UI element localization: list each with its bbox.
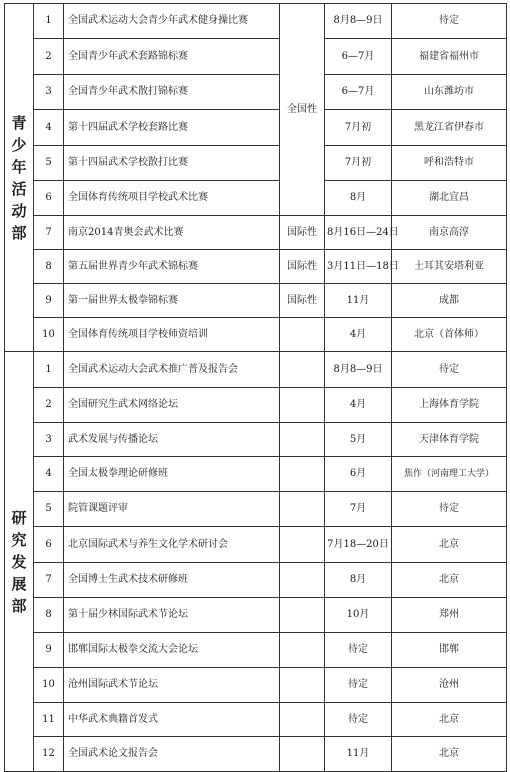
row-number: 3 <box>34 423 64 457</box>
event-name: 第一届世界太极拳锦标赛 <box>64 284 280 318</box>
event-name: 全国体育传统项目学校师资培训 <box>64 318 280 352</box>
row-number: 1 <box>34 4 64 39</box>
event-place: 成都 <box>392 284 507 318</box>
event-name: 全国研究生武术网络论坛 <box>64 388 280 423</box>
event-name: 第十四届武术学校散打比赛 <box>64 146 280 181</box>
event-time: 10月 <box>325 598 392 633</box>
scope-cell: 国际性 <box>280 284 325 318</box>
scope-cell: 国际性 <box>280 216 325 250</box>
event-name: 南京2014青奥会武术比赛 <box>64 216 280 250</box>
event-time: 6—7月 <box>325 75 392 110</box>
scope-cell: 国际性 <box>280 250 325 284</box>
event-place: 天津体育学院 <box>392 423 507 457</box>
row-number: 2 <box>34 388 64 423</box>
department-char: 部 <box>11 596 27 615</box>
row-number: 8 <box>34 250 64 284</box>
event-name: 中华武术典籍首发式 <box>64 703 280 737</box>
event-time: 7月 <box>325 492 392 527</box>
event-place: 待定 <box>392 4 507 39</box>
department-char: 活 <box>11 179 27 198</box>
event-name: 武术发展与传播论坛 <box>64 423 280 457</box>
event-place: 黑龙江省伊春市 <box>392 110 507 146</box>
row-number: 4 <box>34 457 64 492</box>
event-place: 呼和浩特市 <box>392 146 507 181</box>
event-time: 8月8—9日 <box>325 352 392 388</box>
event-place: 焦作（河南理工大学） <box>392 457 507 492</box>
event-name: 全国武术运动大会武术推广普及报告会 <box>64 352 280 388</box>
scope-cell <box>280 633 325 668</box>
scope-cell <box>280 527 325 563</box>
event-time: 4月 <box>325 318 392 352</box>
table-row <box>5 598 507 633</box>
event-name: 北京国际武术与养生文化学术研讨会 <box>64 527 280 563</box>
department-char: 研 <box>11 508 27 527</box>
event-name: 院管课题评审 <box>64 492 280 527</box>
event-place: 待定 <box>392 352 507 388</box>
event-time: 11月 <box>325 284 392 318</box>
event-place: 北京 <box>392 527 507 563</box>
row-number: 8 <box>34 598 64 633</box>
table-row <box>5 633 507 668</box>
event-name: 全国武术运动大会青少年武术健身操比赛 <box>64 4 280 39</box>
department-char: 动 <box>11 201 27 220</box>
row-number: 3 <box>34 75 64 110</box>
department-char: 少 <box>11 135 27 154</box>
table-row <box>5 527 507 563</box>
event-time: 7月初 <box>325 146 392 181</box>
row-number: 7 <box>34 216 64 250</box>
event-time: 待定 <box>325 668 392 703</box>
event-place: 邯郸 <box>392 633 507 668</box>
event-place: 上海体育学院 <box>392 388 507 423</box>
event-place: 北京（首体师） <box>392 318 507 352</box>
event-name: 第十四届武术学校套路比赛 <box>64 110 280 146</box>
event-time: 8月8—9日 <box>325 4 392 39</box>
event-name: 第十届少林国际武术节论坛 <box>64 598 280 633</box>
table-row <box>5 4 507 39</box>
event-name: 全国青少年武术散打锦标赛 <box>64 75 280 110</box>
row-number: 4 <box>34 110 64 146</box>
event-time: 8月 <box>325 563 392 598</box>
department-char: 展 <box>11 574 27 593</box>
table-row <box>5 668 507 703</box>
department-cell <box>5 4 34 352</box>
event-time: 4月 <box>325 388 392 423</box>
row-number: 7 <box>34 563 64 598</box>
department-char: 年 <box>11 157 27 176</box>
event-time: 8月 <box>325 181 392 216</box>
event-time: 6月 <box>325 457 392 492</box>
department-char: 部 <box>11 223 27 242</box>
table-row <box>5 216 507 250</box>
scope-cell <box>280 352 325 388</box>
events-table-body <box>5 4 507 772</box>
event-time: 8月16日—24日 <box>325 216 392 250</box>
table-row <box>5 703 507 737</box>
department-char: 究 <box>11 530 27 549</box>
scope-cell <box>280 492 325 527</box>
event-name: 全国博士生武术技术研修班 <box>64 563 280 598</box>
event-place: 山东潍坊市 <box>392 75 507 110</box>
table-row <box>5 181 507 216</box>
scope-cell <box>280 318 325 352</box>
scope-cell <box>280 598 325 633</box>
event-name: 全国青少年武术套路锦标赛 <box>64 39 280 75</box>
row-number: 12 <box>34 737 64 772</box>
row-number: 11 <box>34 703 64 737</box>
event-name: 全国武术论文报告会 <box>64 737 280 772</box>
scope-cell <box>280 703 325 737</box>
event-place: 南京高淳 <box>392 216 507 250</box>
event-place: 北京 <box>392 703 507 737</box>
table-row <box>5 423 507 457</box>
events-table <box>4 3 507 772</box>
table-row <box>5 250 507 284</box>
row-number: 6 <box>34 181 64 216</box>
event-time: 5月 <box>325 423 392 457</box>
event-place: 北京 <box>392 737 507 772</box>
table-row <box>5 388 507 423</box>
scope-cell <box>280 457 325 492</box>
table-row <box>5 39 507 75</box>
event-place: 湖北宜昌 <box>392 181 507 216</box>
event-name: 全国体育传统项目学校武术比赛 <box>64 181 280 216</box>
scope-cell <box>280 423 325 457</box>
table-row <box>5 146 507 181</box>
scope-cell <box>280 388 325 423</box>
table-row <box>5 110 507 146</box>
event-name: 邯郸国际太极拳交流大会论坛 <box>64 633 280 668</box>
event-name: 沧州国际武术节论坛 <box>64 668 280 703</box>
department-cell <box>5 352 34 772</box>
event-time: 7月初 <box>325 110 392 146</box>
event-place: 待定 <box>392 492 507 527</box>
event-time: 7月18—20日 <box>325 527 392 563</box>
event-place: 沧州 <box>392 668 507 703</box>
event-place: 北京 <box>392 563 507 598</box>
event-time: 11月 <box>325 737 392 772</box>
row-number: 6 <box>34 527 64 563</box>
event-place: 郑州 <box>392 598 507 633</box>
scope-cell <box>280 737 325 772</box>
row-number: 1 <box>34 352 64 388</box>
table-row <box>5 563 507 598</box>
row-number: 2 <box>34 39 64 75</box>
event-name: 全国太极拳理论研修班 <box>64 457 280 492</box>
row-number: 9 <box>34 284 64 318</box>
event-time: 待定 <box>325 703 392 737</box>
row-number: 5 <box>34 146 64 181</box>
table-row <box>5 75 507 110</box>
event-time: 3月11日—18日 <box>325 250 392 284</box>
event-place: 福建省福州市 <box>392 39 507 75</box>
row-number: 10 <box>34 668 64 703</box>
scope-cell <box>280 563 325 598</box>
table-row <box>5 284 507 318</box>
table-row <box>5 457 507 492</box>
row-number: 10 <box>34 318 64 352</box>
department-char: 青 <box>11 113 27 132</box>
table-row <box>5 352 507 388</box>
scope-cell: 全国性 <box>280 4 325 216</box>
scope-cell <box>280 668 325 703</box>
row-number: 5 <box>34 492 64 527</box>
row-number: 9 <box>34 633 64 668</box>
table-row <box>5 492 507 527</box>
table-row <box>5 737 507 772</box>
event-time: 6—7月 <box>325 39 392 75</box>
event-name: 第五届世界青少年武术锦标赛 <box>64 250 280 284</box>
event-place: 土耳其安塔利亚 <box>392 250 507 284</box>
event-time: 待定 <box>325 633 392 668</box>
department-char: 发 <box>11 552 27 571</box>
table-row <box>5 318 507 352</box>
